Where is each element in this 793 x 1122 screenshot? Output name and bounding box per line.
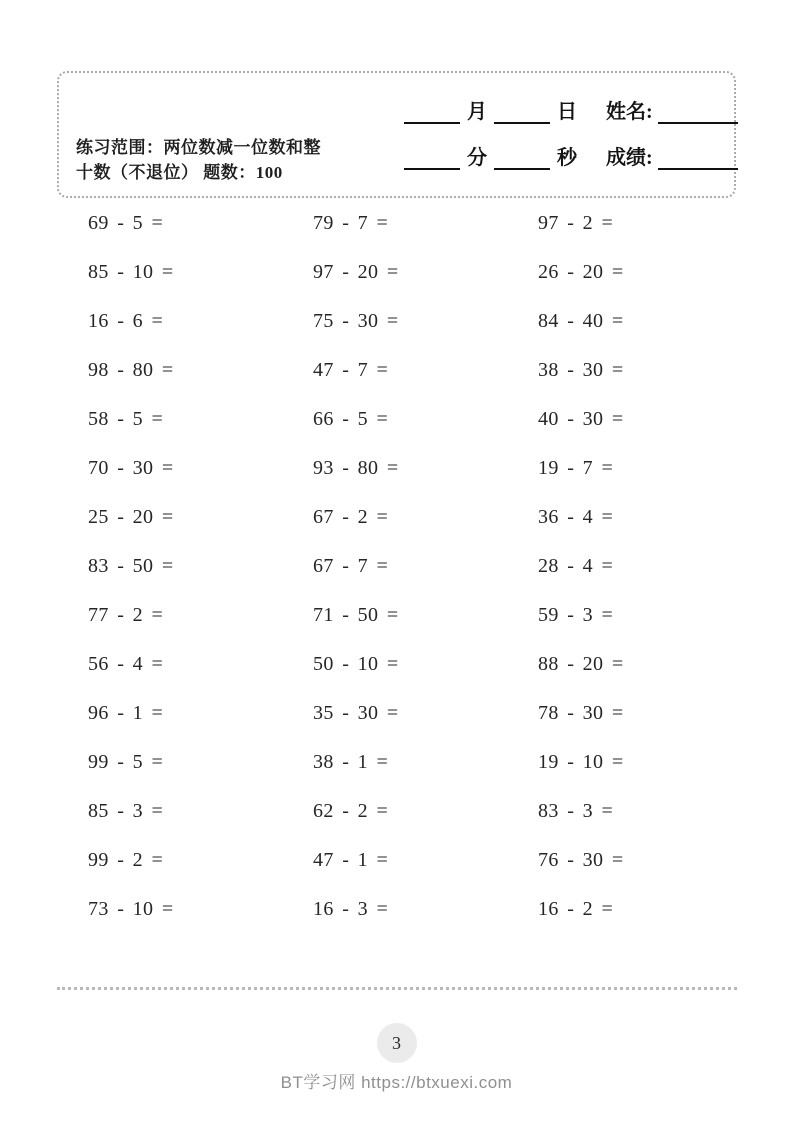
problem: 78 - 30 =	[538, 702, 624, 724]
month-label: 月	[467, 101, 487, 123]
problem: 26 - 20 =	[538, 261, 624, 283]
problem: 98 - 80 =	[88, 359, 174, 381]
practice-range-line2: 十数（不退位） 题数：100	[76, 163, 283, 182]
problem: 16 - 2 =	[538, 898, 614, 920]
score-label: 成绩:	[606, 147, 653, 169]
problem: 67 - 2 =	[313, 506, 389, 528]
problem: 70 - 30 =	[88, 457, 174, 479]
problem: 16 - 3 =	[313, 898, 389, 920]
problems-column-3	[538, 199, 748, 934]
name-blank	[658, 100, 738, 124]
problem: 76 - 30 =	[538, 849, 624, 871]
problem: 47 - 7 =	[313, 359, 389, 381]
minute-label: 分	[467, 147, 487, 169]
score-blank	[658, 146, 738, 170]
problem: 73 - 10 =	[88, 898, 174, 920]
problem: 85 - 3 =	[88, 800, 164, 822]
problem: 19 - 10 =	[538, 751, 624, 773]
problem: 50 - 10 =	[313, 653, 399, 675]
problem: 25 - 20 =	[88, 506, 174, 528]
problem: 47 - 1 =	[313, 849, 389, 871]
practice-range-line1: 练习范围：两位数减一位数和整	[76, 138, 321, 157]
problems-column-1	[88, 199, 298, 934]
problem: 58 - 5 =	[88, 408, 164, 430]
problem: 36 - 4 =	[538, 506, 614, 528]
problem: 77 - 2 =	[88, 604, 164, 626]
problem: 59 - 3 =	[538, 604, 614, 626]
problem: 19 - 7 =	[538, 457, 614, 479]
day-blank	[494, 100, 550, 124]
time-score-row	[404, 141, 738, 170]
day-label: 日	[557, 101, 577, 123]
problem: 88 - 20 =	[538, 653, 624, 675]
problem: 97 - 2 =	[538, 212, 614, 234]
problem: 40 - 30 =	[538, 408, 624, 430]
second-blank	[494, 146, 550, 170]
problem: 69 - 5 =	[88, 212, 164, 234]
problem: 35 - 30 =	[313, 702, 399, 724]
problem: 28 - 4 =	[538, 555, 614, 577]
problem: 66 - 5 =	[313, 408, 389, 430]
problem: 99 - 5 =	[88, 751, 164, 773]
minute-blank	[404, 146, 460, 170]
problem: 79 - 7 =	[313, 212, 389, 234]
month-blank	[404, 100, 460, 124]
problem: 96 - 1 =	[88, 702, 164, 724]
problem: 99 - 2 =	[88, 849, 164, 871]
problem: 93 - 80 =	[313, 457, 399, 479]
problem: 16 - 6 =	[88, 310, 164, 332]
problem: 83 - 3 =	[538, 800, 614, 822]
problem: 38 - 1 =	[313, 751, 389, 773]
problem: 75 - 30 =	[313, 310, 399, 332]
problem: 56 - 4 =	[88, 653, 164, 675]
problems-column-2	[313, 199, 523, 934]
problem: 84 - 40 =	[538, 310, 624, 332]
problem: 62 - 2 =	[313, 800, 389, 822]
date-name-row	[404, 95, 738, 124]
page-number: 3	[392, 1032, 401, 1053]
second-label: 秒	[557, 147, 577, 169]
name-label: 姓名:	[606, 101, 653, 123]
problem: 38 - 30 =	[538, 359, 624, 381]
problem: 97 - 20 =	[313, 261, 399, 283]
site-credit: BT学习网 https://btxuexi.com	[280, 1073, 513, 1092]
footer-divider	[57, 987, 737, 990]
page-number-badge	[377, 1023, 417, 1063]
problem: 67 - 7 =	[313, 555, 389, 577]
practice-range-text	[76, 135, 406, 185]
problem: 85 - 10 =	[88, 261, 174, 283]
worksheet-header-box	[57, 71, 736, 198]
problem: 83 - 50 =	[88, 555, 174, 577]
problem: 71 - 50 =	[313, 604, 399, 626]
